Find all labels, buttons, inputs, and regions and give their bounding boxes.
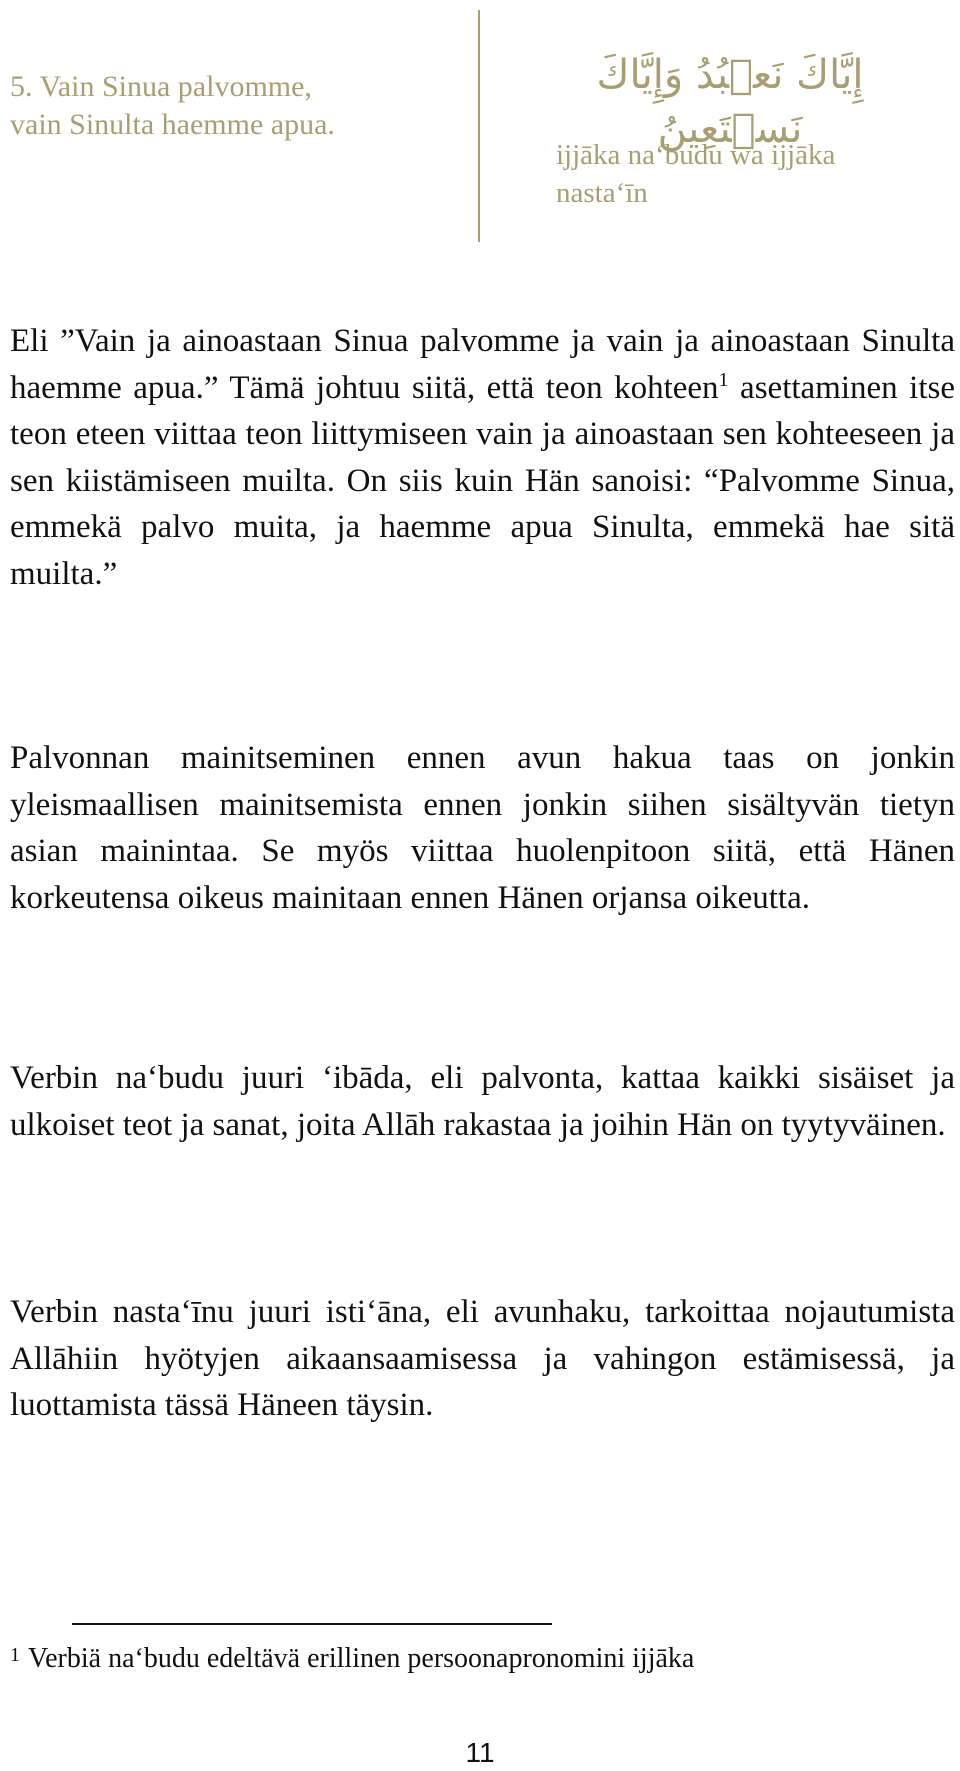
- paragraph-1-part-1: Eli ”Vain ja ainoastaan Sinua palvomme ja vain ja ainoastaan Sinulta haemme apua.” Tämä johtuu siitä, että teon kohteen: [10, 323, 955, 406]
- verse-arabic: إِيَّاكَ نَعۡبُدُ وَإِيَّاكَ نَسۡتَعِينُ: [596, 52, 864, 152]
- paragraph-1-part-2: asettaminen itse teon eteen viittaa teon liittymiseen vain ja ainoastaan sen kohteeseen ja sen kiistämiseen muilta. On siis kuin Hän sanoisi: “Palvomme Sinua, emmekä palvo muita, ja haemme apua Sinulta, emmekä hae sitä muilta.”: [10, 369, 955, 592]
- verse-divider: [478, 10, 480, 242]
- verse-transliteration-line-2: nasta‘īn: [556, 177, 648, 209]
- footnote-mark: 1: [10, 1644, 20, 1666]
- verse-transliteration: [556, 136, 936, 212]
- paragraph-3: Verbin na‘budu juuri ‘ibāda, eli palvonta, kattaa kaikki sisäiset ja ulkoiset teot ja sanat, joita Allāh rakastaa ja joihin Hän on tyytyväinen.: [10, 1060, 955, 1143]
- footnote: [10, 1641, 950, 1677]
- footnote-reference: 1: [718, 368, 729, 391]
- verse-translation-line-2: vain Sinulta haemme apua.: [10, 108, 335, 141]
- footnote-rule: [72, 1623, 552, 1625]
- paragraph-4: Verbin nasta‘īnu juuri isti‘āna, eli avunhaku, tarkoittaa nojautumista Allāhiin hyötyjen aikaansaamisessa ja vahingon estämisessä, ja luottamista tässä Häneen täysin.: [10, 1294, 955, 1423]
- verse-number: 5.: [10, 70, 33, 103]
- verse-translation-line-1: [10, 68, 440, 106]
- verse-translation-text-1: Vain Sinua palvomme,: [39, 70, 312, 103]
- footnote-text: Verbiä na‘budu edeltävä erillinen persoonapronomini ijjāka: [28, 1643, 695, 1674]
- paragraph-2: Palvonnan mainitseminen ennen avun hakua taas on jonkin yleismaallisen mainitsemista ennen jonkin siihen sisältyvän tietyn asian mainintaa. Se myös viittaa huolenpitoon siitä, että Hänen korkeutensa oikeus mainitaan ennen Hänen orjansa oikeutta.: [10, 740, 955, 916]
- verse-transliteration-line-1: ijjāka na‘budu wa ijjāka: [556, 139, 836, 171]
- paragraph-1: [10, 318, 955, 597]
- verse-translation: [10, 68, 440, 144]
- page-number: 11: [465, 1737, 495, 1768]
